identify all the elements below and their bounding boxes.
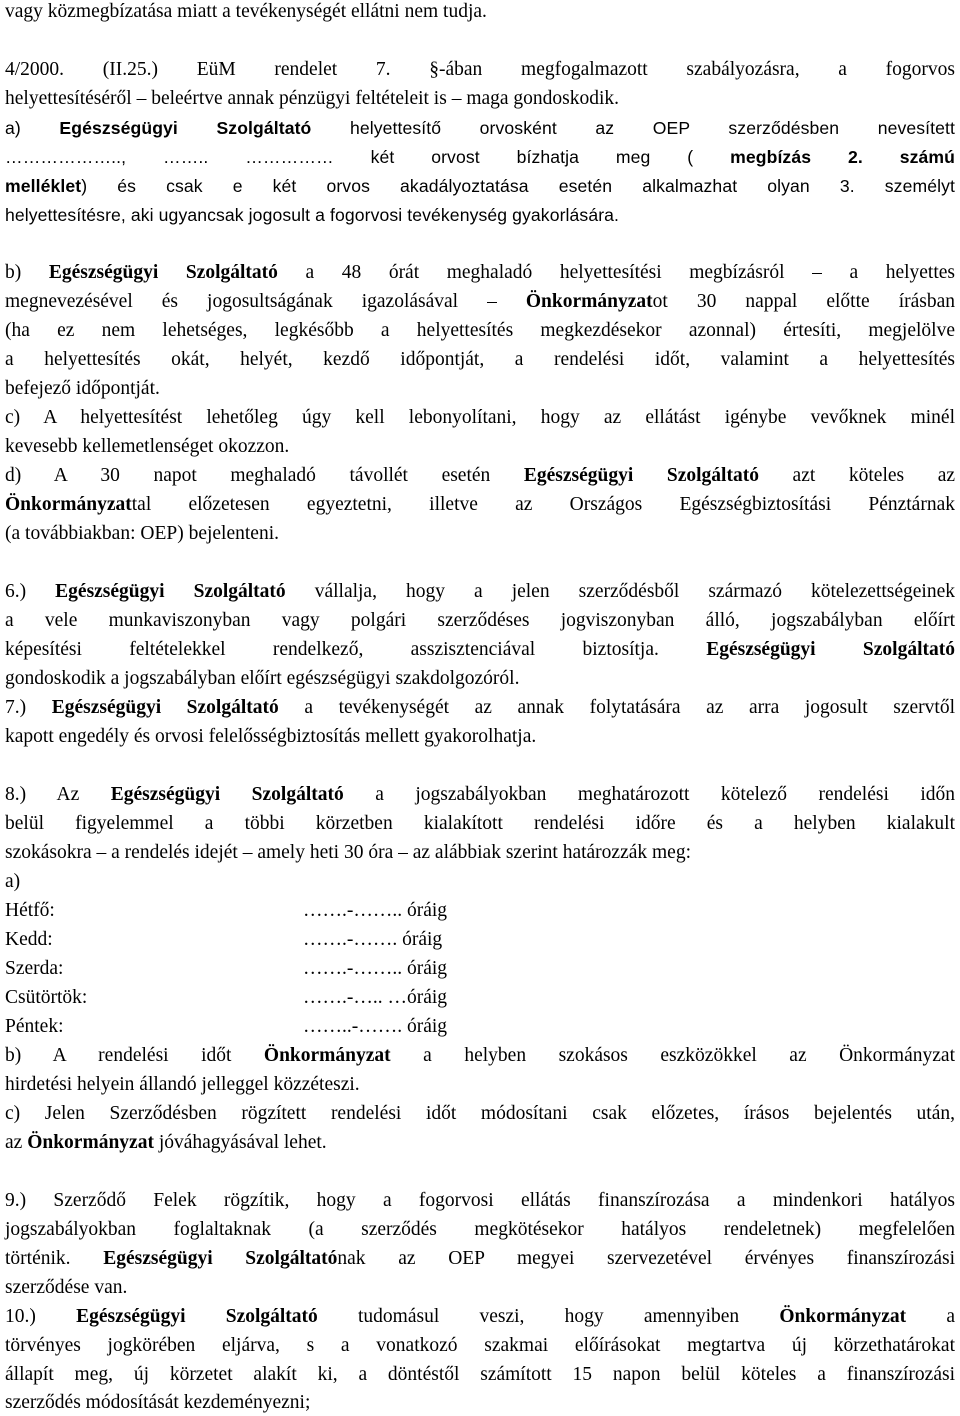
text-line: helyettesítésre, aki ugyancsak jogosult a fogorvosi tevékenység gyakorlására.: [5, 205, 620, 225]
text-line: melléklet) és csak e két orvos akadályoztatása esetén alkalmazhat olyan 3. személyt: [5, 176, 955, 196]
text-line: b) A rendelési időt Önkormányzat a helyben szokásos eszközökkel az Önkormányzat: [5, 1045, 955, 1066]
text-line: helyettesítéséről – beleértve annak pénzügyi feltételeit is – maga gondoskodik.: [5, 88, 620, 109]
text-line: d) A 30 napot meghaladó távollét esetén Egészségügyi Szolgáltató azt köteles az: [5, 465, 956, 486]
text-line: c) A helyettesítést lehetőleg úgy kell lebonyolítani, hogy az ellátást igénybe vevőknek minél: [5, 407, 955, 428]
schedule-row: Szerda: …….-…….. óráig: [5, 958, 448, 979]
text-line: az Önkormányzat jóváhagyásával lehet.: [5, 1132, 327, 1153]
text-line: 6.) Egészségügyi Szolgáltató vállalja, hogy a jelen szerződésből származó kötelezettségeinek: [5, 581, 956, 602]
text-line: 9.) Szerződő Felek rögzítik, hogy a fogorvosi ellátás finanszírozása a mindenkori hatályos: [5, 1190, 955, 1211]
text-line: a vele munkaviszonyban vagy polgári szerződéses jogviszonyban álló, jogszabályban előírt: [5, 610, 955, 631]
text-line: jogszabályokban foglaltaknak (a szerződés megkötésekor hatályos rendeletnek) megfelelően: [5, 1219, 955, 1240]
text-line: szerződése van.: [5, 1277, 128, 1298]
text-line: kevesebb kellemetlenséget okozzon.: [5, 436, 290, 457]
text-line: történik. Egészségügyi Szolgáltatónak az OEP megyei szervezetével érvényes finanszírozási: [5, 1248, 955, 1269]
text-line: belül figyelemmel a többi körzetben kialakított rendelési időre és a helyben kialakult: [5, 813, 955, 834]
text-line: 7.) Egészségügyi Szolgáltató a tevékenységét az annak folytatására az arra jogosult szervtől: [5, 697, 956, 718]
text-line: befejező időpontját.: [5, 378, 160, 399]
text-line: 10.) Egészségügyi Szolgáltató tudomásul veszi, hogy amennyiben Önkormányzat a: [5, 1306, 955, 1327]
text-line: szerződés módosítását kezdeményezni;: [5, 1392, 311, 1413]
text-line: (a továbbiakban: OEP) bejelenteni.: [5, 523, 279, 544]
text-line: c) Jelen Szerződésben rögzített rendelési időt módosítani csak előzetes, írásos bejelentés után,: [5, 1103, 955, 1124]
text-line: a): [5, 871, 21, 892]
text-line: hirdetési helyein állandó jelleggel közzéteszi.: [5, 1074, 360, 1095]
text-line: 8.) Az Egészségügyi Szolgáltató a jogszabályokban meghatározott kötelező rendelési időn: [5, 784, 956, 805]
text-line: képesítési feltételekkel rendelkező, asszisztenciával biztosítja. Egészségügyi Szolgáltató: [5, 639, 955, 660]
schedule-row: Péntek: ……..-……. óráig: [5, 1016, 448, 1037]
schedule-row: Csütörtök: …….-….. …óráig: [5, 987, 448, 1008]
text-line: kapott engedély és orvosi felelősségbiztosítás mellett gyakorolhatja.: [5, 726, 537, 747]
text-line: Önkormányzattal előzetesen egyeztetni, illetve az Országos Egészségbiztosítási Pénztárnak: [5, 494, 955, 515]
text-line: szokásokra – a rendelés idejét – amely heti 30 óra – az alábbiak szerint határozzák meg:: [5, 842, 691, 863]
text-line: vagy közmegbízatása miatt a tevékenységét ellátni nem tudja.: [5, 1, 487, 22]
text-line: állapít meg, új körzetet alakít ki, a döntéstől számított 15 napon belül köteles a finanszírozási: [5, 1364, 955, 1385]
text-line: ……………….., …….. …………… két orvost bízhatja meg ( megbízás 2. számú: [5, 147, 955, 167]
text-line: (ha ez nem lehetséges, legkésőbb a helyettesítés megkezdésekor azonnal) értesíti, megjelölve: [5, 320, 955, 341]
text-line: törvényes jogkörében eljárva, s a vonatkozó szakmai előírásokat megtartva új körzethatárokat: [5, 1335, 955, 1356]
text-line: a) Egészségügyi Szolgáltató helyettesítő orvosként az OEP szerződésben nevesített: [5, 118, 955, 138]
text-line: a helyettesítés okát, helyét, kezdő időpontját, a rendelési időt, valamint a helyettesítés: [5, 349, 955, 370]
text-line: megnevezésével és jogosultságának igazolásával – Önkormányzatot 30 nappal előtte írásban: [5, 291, 955, 312]
text-line: gondoskodik a jogszabályban előírt egészségügyi szakdolgozóról.: [5, 668, 520, 689]
schedule-row: Kedd: …….-……. óráig: [5, 929, 443, 950]
text-line: b) Egészségügyi Szolgáltató a 48 órát meghaladó helyettesítési megbízásról – a helyettes: [5, 262, 955, 283]
text-line: 4/2000. (II.25.) EüM rendelet 7. §-ában megfogalmazott szabályozásra, a fogorvos: [5, 59, 955, 80]
schedule-row: Hétfő: …….-…….. óráig: [5, 900, 448, 921]
